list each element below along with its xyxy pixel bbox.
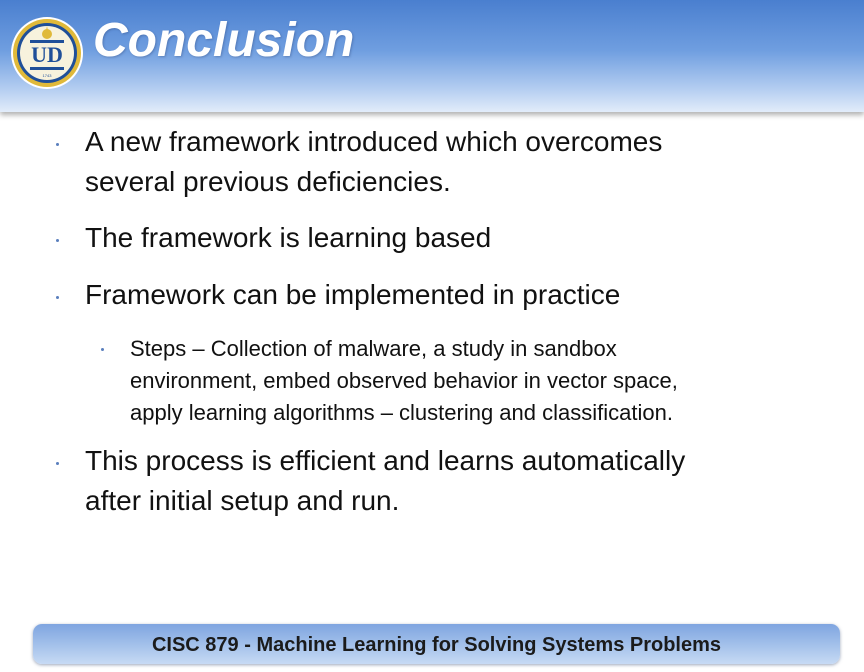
slide-title: Conclusion bbox=[93, 14, 355, 67]
bullet-text: Framework can be implemented in practice bbox=[85, 279, 621, 310]
slide-footer bbox=[33, 624, 840, 664]
sub-bullet-text: environment, embed observed behavior in vector space, bbox=[130, 368, 678, 393]
bullet-text: A new framework introduced which overcomes bbox=[85, 126, 663, 157]
bullet-dot bbox=[56, 143, 59, 146]
sub-bullet-text: apply learning algorithms – clustering and classification. bbox=[130, 400, 673, 425]
footer-course-title: CISC 879 - Machine Learning for Solving Systems Problems bbox=[151, 634, 722, 656]
university-seal-logo bbox=[10, 16, 84, 90]
bullet-dot bbox=[56, 462, 59, 465]
bullet-dot bbox=[56, 296, 59, 299]
sub-bullet-dot bbox=[101, 348, 104, 351]
svg-text:1743: 1743 bbox=[42, 73, 52, 78]
sub-bullet-text: Steps – Collection of malware, a study in sandbox bbox=[130, 336, 617, 361]
slide-header bbox=[0, 0, 864, 112]
svg-text:UD: UD bbox=[31, 42, 63, 67]
bullet-dot bbox=[56, 239, 59, 242]
bullet-text: The framework is learning based bbox=[85, 222, 492, 253]
bullet-text: after initial setup and run. bbox=[85, 485, 400, 516]
bullet-text: several previous deficiencies. bbox=[85, 166, 451, 197]
bullet-text: This process is efficient and learns automatically bbox=[85, 445, 686, 476]
